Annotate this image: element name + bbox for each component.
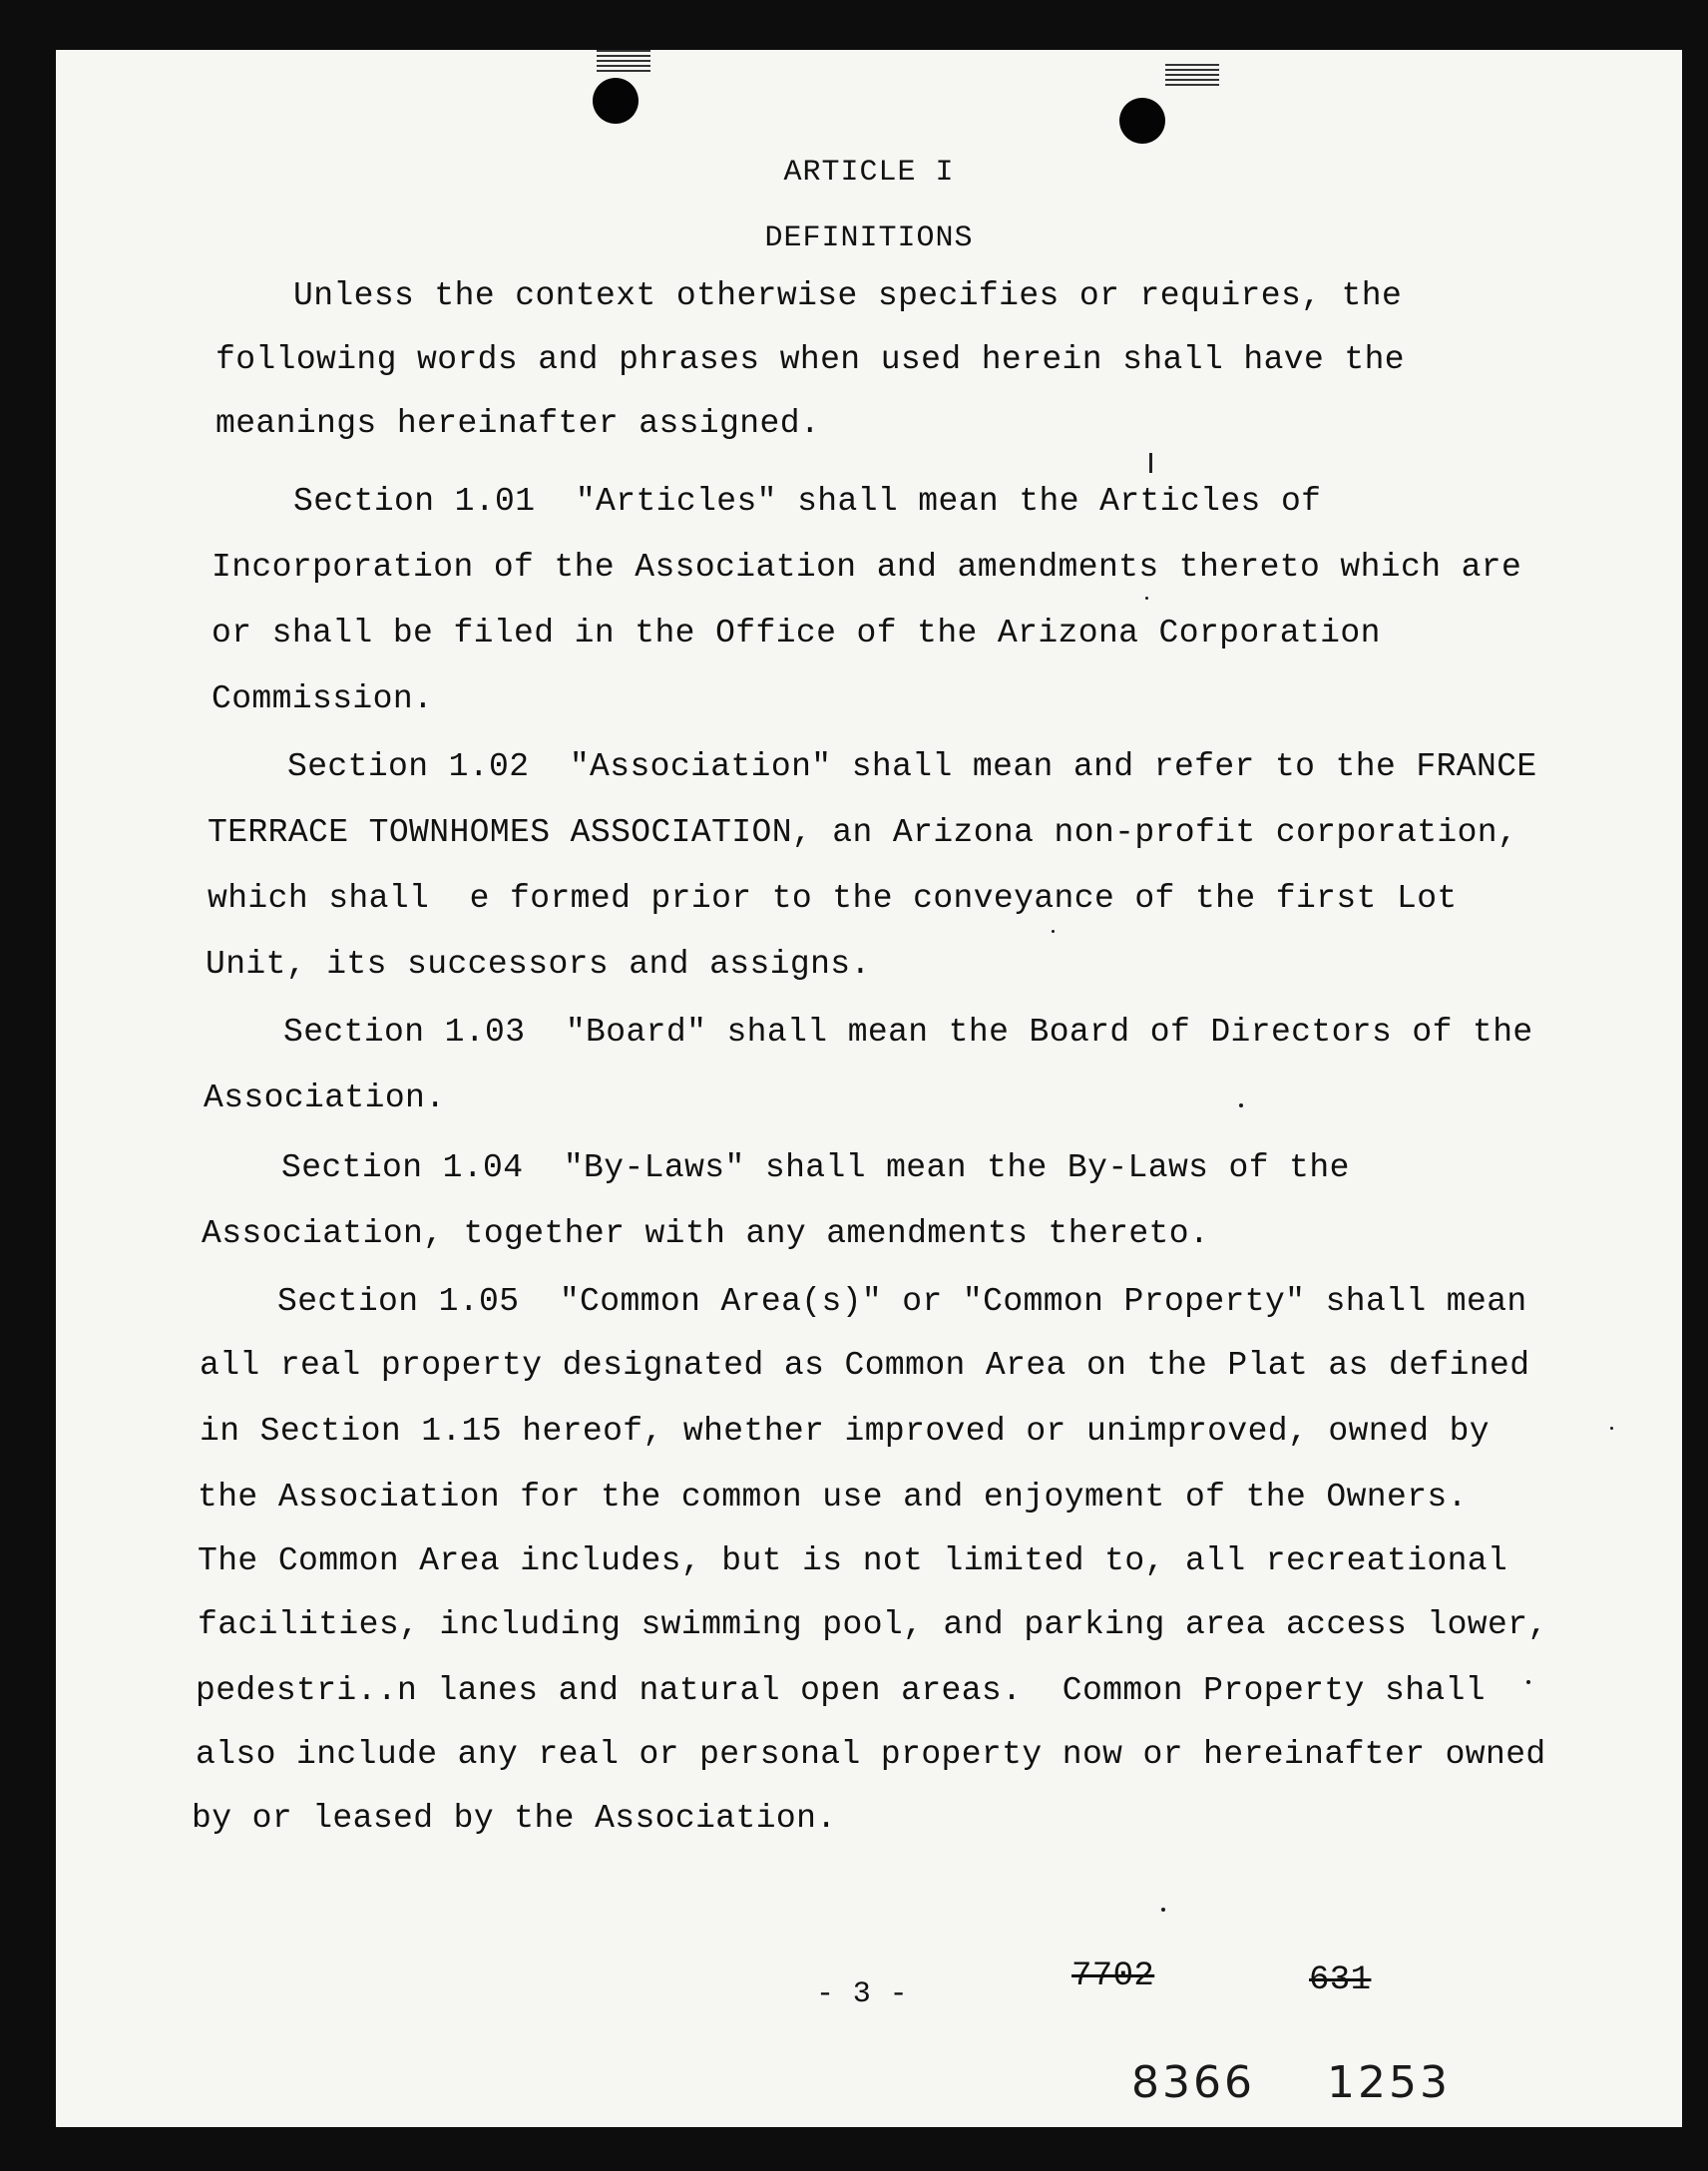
section-1-01-line-3: or shall be filed in the Office of the Arizona Corporation	[212, 615, 1381, 651]
punch-hole-marks-left	[597, 50, 650, 72]
scan-speck	[1145, 597, 1148, 600]
margin-tick-mark	[1149, 453, 1152, 473]
old-recording-book: 7702	[1071, 1957, 1155, 1995]
section-1-05-line-9: by or leased by the Association.	[192, 1800, 837, 1837]
section-1-01-line-4: Commission.	[212, 680, 434, 717]
section-1-05-line-1: Section 1.05 "Common Area(s)" or "Common Property" shall mean	[277, 1283, 1527, 1320]
scan-speck	[1526, 1680, 1530, 1684]
section-1-05-line-5: The Common Area includes, but is not limited to, all recreational	[198, 1542, 1508, 1579]
section-1-04-line-1: Section 1.04 "By-Laws" shall mean the By-Laws of the	[281, 1149, 1350, 1186]
scan-speck	[1052, 930, 1055, 933]
section-1-01-line-1: Section 1.01 "Articles" shall mean the Articles of	[293, 483, 1322, 520]
section-1-05-line-7: pedestri..n lanes and natural open areas. Common Property shall	[196, 1672, 1487, 1709]
section-1-02-line-2: TERRACE TOWNHOMES ASSOCIATION, an Arizona non-profit corporation,	[208, 814, 1518, 851]
section-1-05-line-6: facilities, including swimming pool, and parking area access lower,	[198, 1606, 1548, 1643]
section-1-05-line-2: all real property designated as Common Area on the Plat as defined	[200, 1347, 1530, 1384]
intro-line-2: following words and phrases when used herein shall have the	[215, 341, 1405, 378]
article-heading: ARTICLE I	[783, 156, 955, 190]
section-1-05-line-3: in Section 1.15 hereof, whether improved or unimproved, owned by	[200, 1413, 1491, 1450]
document-page	[56, 50, 1682, 2127]
scan-speck	[1610, 1427, 1613, 1430]
punch-hole-left	[593, 78, 639, 124]
intro-line-1: Unless the context otherwise specifies or requires, the	[293, 277, 1403, 314]
intro-line-3: meanings hereinafter assigned.	[215, 405, 821, 442]
section-1-02-line-3: which shall e formed prior to the conveyance of the first Lot	[208, 880, 1458, 917]
old-recording-page: 631	[1309, 1961, 1372, 1999]
recording-page-number: 1253	[1327, 2057, 1451, 2108]
recording-book-number: 8366	[1131, 2057, 1255, 2108]
scan-speck	[1239, 1103, 1243, 1107]
section-1-04-line-2: Association, together with any amendments thereto.	[202, 1215, 1210, 1252]
scan-speck	[1161, 1908, 1165, 1912]
punch-hole-marks-right	[1165, 64, 1219, 86]
section-1-05-line-4: the Association for the common use and enjoyment of the Owners.	[198, 1479, 1468, 1516]
section-1-05-line-8: also include any real or personal property now or hereinafter owned	[196, 1736, 1546, 1773]
definitions-heading: DEFINITIONS	[764, 221, 974, 255]
page-number: - 3 -	[816, 1977, 909, 2011]
section-1-02-line-4: Unit, its successors and assigns.	[206, 946, 871, 983]
section-1-02-line-1: Section 1.02 "Association" shall mean and refer to the FRANCE	[287, 748, 1537, 785]
section-1-01-line-2: Incorporation of the Association and amendments thereto which are	[212, 549, 1522, 586]
section-1-03-line-2: Association.	[204, 1080, 446, 1116]
section-1-03-line-1: Section 1.03 "Board" shall mean the Board of Directors of the	[283, 1014, 1533, 1051]
punch-hole-right	[1119, 98, 1165, 144]
